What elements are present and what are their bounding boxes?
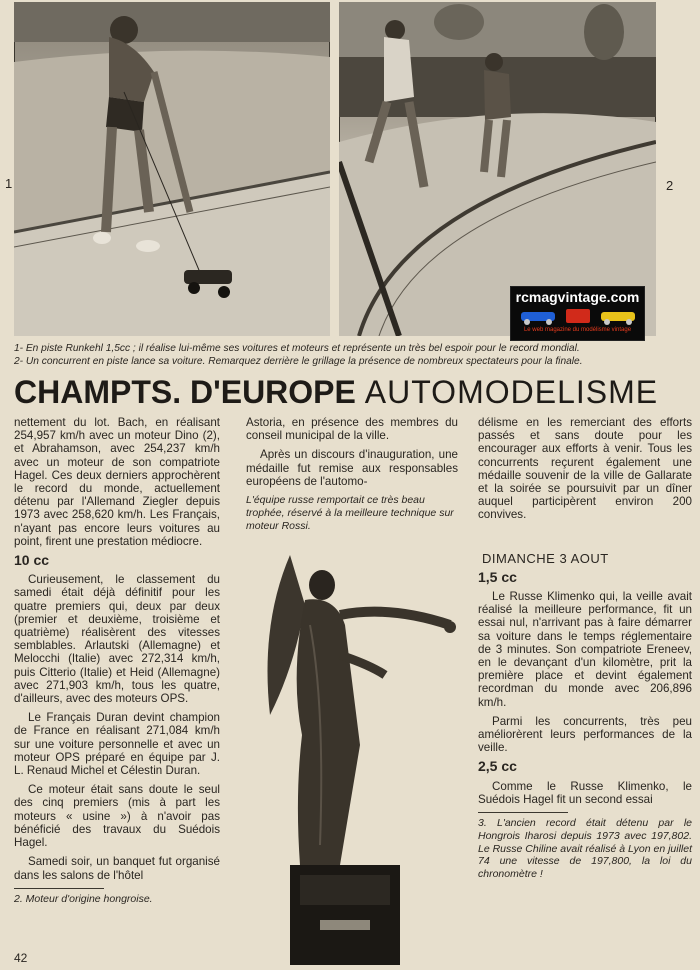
col1-paragraph-2: Curieusement, le classement du samedi était déjà définitif pour les quatre premiers qui, deux par deux (premier et deuxième, troisième et quatrième) réalisèrent des vitesses semblables. Arlautski (Allemagne) et Melocchi (Italie) avec 272,314 km/h, puis Citterio (Italie) et Heid (Allemagne) avec 271,903 km/h, tous les quatre, d'ailleurs, avec des moteurs OPS. [14, 573, 220, 706]
photo-1-illustration [14, 2, 330, 336]
trophy-photo [250, 545, 460, 965]
rcmagvintage-logo[interactable] [510, 286, 645, 341]
col1-paragraph-5: Samedi soir, un banquet fut organisé dans les salons de l'hôtel [14, 855, 220, 882]
col1-paragraph-1: nettement du lot. Bach, en réalisant 254,957 km/h avec un moteur Dino (2), et Abrahamson, avec 254,237 km/h avec un moteur de son compatriote Hagel. Ces deux derniers approchèrent le record du monde, actuellement détenu par l'Allemand Ziegler depuis 1973 avec 258,620 km/h. Les Français, n'ayant pas encore leurs voitures au point, firent une prestation médiocre. [14, 416, 220, 548]
headline-part-2: AUTOMODELISME [364, 374, 659, 410]
logo-cars-icon [511, 306, 644, 326]
heading-10cc: 10 cc [14, 552, 50, 569]
article-column-2 [246, 416, 458, 539]
logo-title: rcmagvintage.com [515, 289, 640, 305]
headline-part-1: CHAMPTS. D'EUROPE [14, 374, 365, 410]
col3-paragraph-1: délisme en les remerciant des efforts passés et sans doute pour les encourager aux efforts à venir. Tous les concurrents reçurent également une médaille souvenir de la ville de Gallarate et la soirée se poursuivit par un dîner auquel participèrent environ 200 convives. [478, 416, 692, 522]
article-headline [14, 372, 674, 412]
photo-runkehl-track [14, 2, 330, 336]
article-column-1 [14, 416, 220, 906]
col3-paragraph-4: Comme le Russe Klimenko, le Suédois Hagel fit un second essai [478, 779, 692, 806]
footnote-2: 2. Moteur d'origine hongroise. [14, 892, 153, 905]
col3-paragraph-2: Le Russe Klimenko qui, la veille avait réalisé la meilleure performance, fit un essai nul, n'arrivant pas à faire démarrer sa voiture dans le temps réglementaire de 3 minutes. Son compatriote Ereneev, en le devançant d'un kilomètre, prit la première place et devint également recordman du monde avec 206,896 km/h. [478, 590, 692, 709]
logo-tagline: Le web magazine du modélisme vintage [523, 327, 632, 333]
heading-2-5cc: 2,5 cc [478, 758, 517, 775]
caption-line-1: 1- En piste Runkehl 1,5cc ; il réalise lui-même ses voitures et moteurs et représente un très bel espoir pour le record mondial. [14, 343, 580, 354]
col1-paragraph-4: Ce moteur était sans doute le seul des cinq premiers (mis à part les moteurs « usine ») à n'avoir pas bénéficié des travaux du Suédois Hagel. [14, 783, 220, 850]
trophy-caption: L'équipe russe remportait ce très beau trophée, réservé à la meilleure technique sur moteur Rossi. [246, 494, 454, 533]
section-dimanche-3-aout: DIMANCHE 3 AOUT [482, 550, 609, 566]
photo-caption [14, 343, 674, 368]
col2-paragraph-2: Après un discours d'inauguration, une médaille fut remise aux responsables européens de l'automo- [246, 448, 458, 488]
col2-paragraph-1: Astoria, en présence des membres du conseil municipal de la ville. [246, 416, 458, 443]
col1-paragraph-3: Le Français Duran devint champion de France en réalisant 271,084 km/h sur une voiture personnelle et avec un moteur OPS préparé en équipe par J. L. Renaud Michel et Célestin Duran. [14, 711, 220, 778]
footnote-3: 3. L'ancien record était détenu par le Hongrois Iharosi depuis 1973 avec 197,802. Le Russe Chiline avait réalisé à Lyon en juillet 74 une vitesse de 197,800, la loi du chronomètre ! [478, 817, 693, 881]
photo-number-2: 2 [666, 178, 674, 193]
footnote-rule-1 [14, 888, 104, 889]
photo-number-1: 1 [5, 176, 13, 191]
col3-paragraph-3: Parmi les concurrents, très peu améliorèrent leurs performances de la veille. [478, 714, 692, 755]
heading-1-5cc: 1,5 cc [478, 568, 517, 585]
article-column-3 [478, 416, 692, 881]
caption-line-2: 2- Un concurrent en piste lance sa voiture. Remarquez derrière le grillage la présence de nombreux spectateurs pour la finale. [14, 355, 583, 367]
footnote-rule-3 [478, 812, 568, 813]
page-number: 42 [14, 951, 28, 965]
trophy-statue-illustration [250, 545, 460, 965]
